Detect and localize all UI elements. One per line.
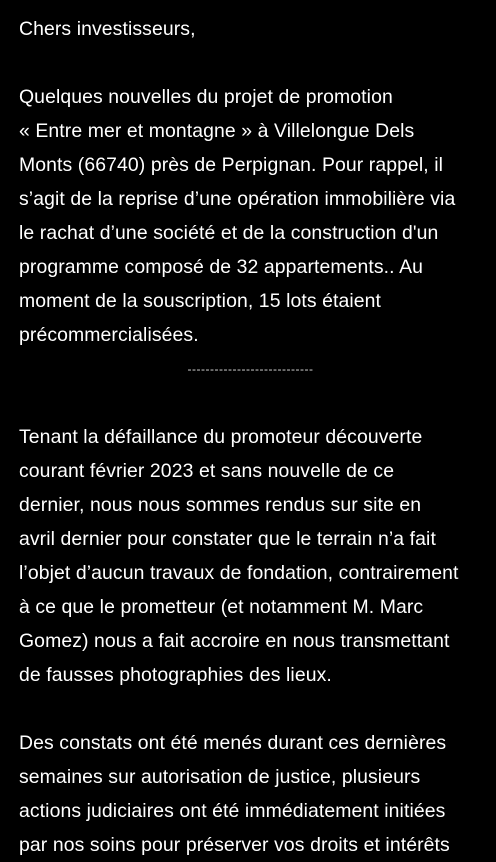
greeting-line: Chers investisseurs,: [19, 18, 196, 40]
paragraph-promoter-failure: [19, 420, 482, 692]
text-line: moment de la souscription, 15 lots étaient: [19, 290, 382, 312]
text-line: courant février 2023 et sans nouvelle de ce: [19, 460, 395, 482]
text-line: s’agit de la reprise d’une opération immobilière via: [19, 188, 456, 210]
text-line: Gomez) nous a fait accroire en nous transmettant: [19, 630, 450, 652]
text-line: par nos soins pour préserver vos droits et intérêts: [19, 834, 450, 856]
text-line: « Entre mer et montagne » à Villelongue Dels: [19, 120, 415, 142]
text-line: Monts (66740) près de Perpignan. Pour rappel, il: [19, 154, 444, 176]
text-line: Tenant la défaillance du promoteur découverte: [19, 426, 423, 448]
section-divider: ----------------------------: [187, 362, 314, 376]
greeting: [19, 12, 482, 46]
text-line: Quelques nouvelles du projet de promotion: [19, 86, 393, 108]
text-line: de fausses photographies des lieux.: [19, 664, 332, 686]
paragraph-project-news: [19, 80, 482, 352]
paragraph-legal-actions: [19, 726, 482, 862]
paragraph-gap: [19, 386, 482, 420]
paragraph-gap: [19, 692, 482, 726]
text-line: à ce que le prometteur (et notamment M. Marc: [19, 596, 424, 618]
text-line: semaines sur autorisation de justice, plusieurs: [19, 766, 421, 788]
text-line: Des constats ont été menés durant ces dernières: [19, 732, 447, 754]
text-line: dernier, nous nous sommes rendus sur site en: [19, 494, 422, 516]
text-line: avril dernier pour constater que le terrain n’a fait: [19, 528, 436, 550]
text-line: le rachat d’une société et de la construction d'un: [19, 222, 439, 244]
paragraph-gap: [19, 46, 482, 80]
text-line: programme composé de 32 appartements.. Au: [19, 256, 423, 278]
text-line: l’objet d’aucun travaux de fondation, contrairement: [19, 562, 459, 584]
text-line: actions judiciaires ont été immédiatement initiées: [19, 800, 446, 822]
text-line: précommercialisées.: [19, 324, 199, 346]
